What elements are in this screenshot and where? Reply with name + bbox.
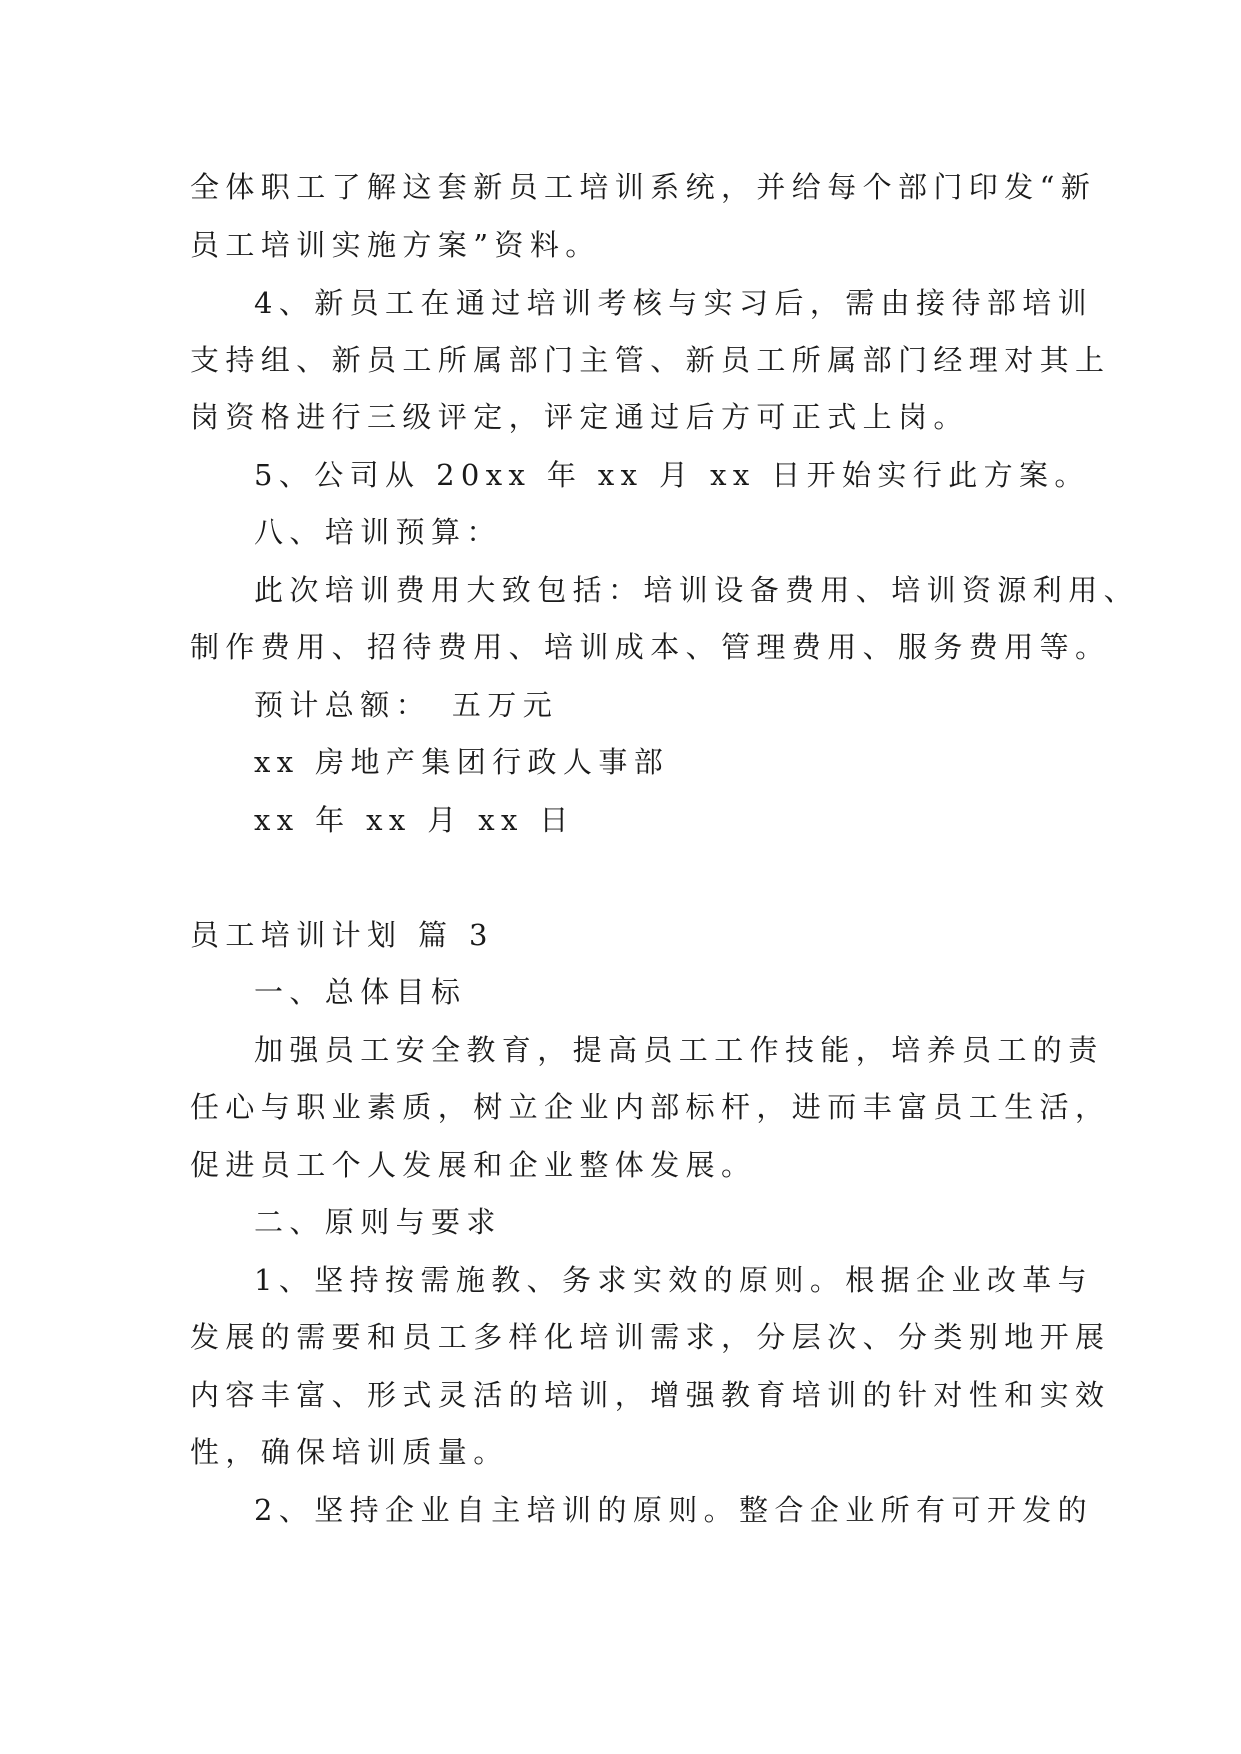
body-line: 支持组、新员工所属部门主管、新员工所属部门经理对其上: [190, 343, 1111, 377]
body-line: 5、公司从 20xx 年 xx 月 xx 日开始实行此方案。: [254, 458, 1090, 492]
body-line: 4、新员工在通过培训考核与实习后，需由接待部培训: [254, 286, 1094, 320]
body-line: 1、坚持按需施教、务求实效的原则。根据企业改革与: [254, 1263, 1094, 1297]
body-line: 发展的需要和员工多样化培训需求，分层次、分类别地开展: [190, 1320, 1111, 1354]
body-line: 促进员工个人发展和企业整体发展。: [190, 1148, 757, 1182]
body-line: 内容丰富、形式灵活的培训，增强教育培训的针对性和实效: [190, 1378, 1111, 1412]
body-line: 任心与职业素质，树立企业内部标杆，进而丰富员工生活，: [190, 1090, 1111, 1124]
body-line: 2、坚持企业自主培训的原则。整合企业所有可开发的: [254, 1493, 1094, 1527]
body-line: 全体职工了解这套新员工培训系统，并给每个部门印发“新: [190, 170, 1097, 204]
body-line: 员工培训实施方案”资料。: [190, 228, 601, 262]
body-line: 岗资格进行三级评定，评定通过后方可正式上岗。: [190, 400, 969, 434]
section-heading: 二、原则与要求: [254, 1205, 502, 1239]
budget-total: 预计总额： 五万元: [254, 688, 559, 722]
signature-date: xx 年 xx 月 xx 日: [254, 803, 575, 837]
body-line: 加强员工安全教育，提高员工工作技能，培养员工的责: [254, 1033, 1104, 1067]
body-line: 此次培训费用大致包括：培训设备费用、培训资源利用、: [254, 573, 1140, 607]
section-heading: 一、总体目标: [254, 975, 467, 1009]
body-line: 性，确保培训质量。: [190, 1435, 509, 1469]
body-line: 制作费用、招待费用、培训成本、管理费用、服务费用等。: [190, 630, 1111, 664]
plan-title: 员工培训计划 篇 3: [190, 918, 494, 952]
signature-department: xx 房地产集团行政人事部: [254, 745, 670, 779]
section-heading: 八、培训预算：: [254, 515, 502, 549]
